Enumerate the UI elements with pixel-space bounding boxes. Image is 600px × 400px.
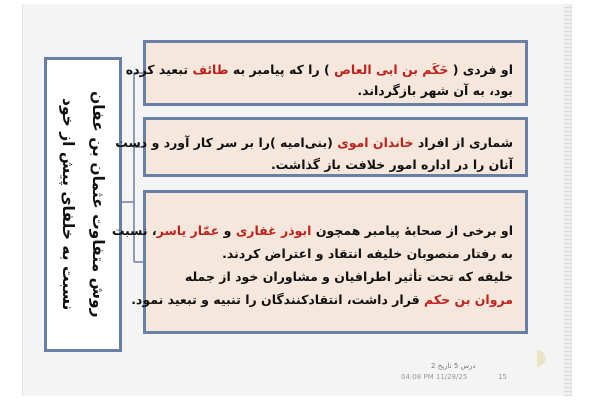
text: او فردی ( bbox=[452, 62, 513, 77]
highlight-name: حَکَم بن ابی العاص bbox=[334, 62, 449, 77]
highlight-place: طائف bbox=[192, 62, 229, 77]
highlight-family: خاندان اموی bbox=[337, 135, 414, 150]
point-3-line-4 bbox=[131, 288, 513, 311]
text: او برخی از صحابهٔ پیامبر همچون bbox=[315, 223, 513, 238]
point-1-line-2: بود، به آن شهر بازگرداند. bbox=[357, 83, 513, 98]
text: قرار داشت، انتقادکنندگان را تنبیه و تبعید نمود. bbox=[131, 292, 420, 307]
text: (بنی‌امیه )را بر سر کار آورد و دست bbox=[115, 135, 333, 150]
watermark-icon: ◗ bbox=[535, 345, 547, 370]
text: شماری از افراد bbox=[417, 135, 513, 150]
footer-course: درس 5 تاریخ 2 bbox=[431, 362, 476, 370]
slide-footer bbox=[401, 362, 511, 384]
text: تبعید کرده bbox=[125, 62, 189, 77]
topic-title-line-1: روش متفاوت عثمان بن عفان bbox=[89, 91, 107, 318]
text: و bbox=[223, 223, 232, 238]
topic-title-line-2: نسبت به خلفای پیش از خود bbox=[59, 98, 77, 311]
point-box-3 bbox=[111, 190, 528, 334]
footer-page-number: 15 bbox=[498, 373, 507, 381]
point-3-line-2: به رفتار منصوبان خلیفه انتقاد و اعتراض کردند. bbox=[222, 246, 513, 261]
point-box-2 bbox=[115, 117, 528, 177]
topic-title bbox=[53, 91, 113, 318]
point-box-1 bbox=[125, 40, 528, 106]
point-2-line-2: آنان را در اداره امور خلافت باز گذاشت. bbox=[270, 157, 513, 172]
highlight-name: عمّار یاسر bbox=[156, 223, 220, 238]
text: ) را که پیامبر به bbox=[232, 62, 330, 77]
point-1-line-1 bbox=[125, 59, 513, 80]
point-3-line-3: خلیفه که تحت تأثیر اطرافیان و مشاوران خود از جمله bbox=[184, 269, 513, 284]
point-2-line-1 bbox=[115, 132, 513, 154]
topic-box bbox=[44, 57, 122, 352]
highlight-name: ابوذر غفاری bbox=[235, 223, 312, 238]
highlight-name: مروان بن حکم bbox=[424, 292, 513, 307]
point-3-line-1 bbox=[111, 219, 513, 242]
text: ، نسبت bbox=[111, 223, 157, 238]
footer-datetime: 04:08 PM 11/28/25 bbox=[401, 373, 468, 381]
